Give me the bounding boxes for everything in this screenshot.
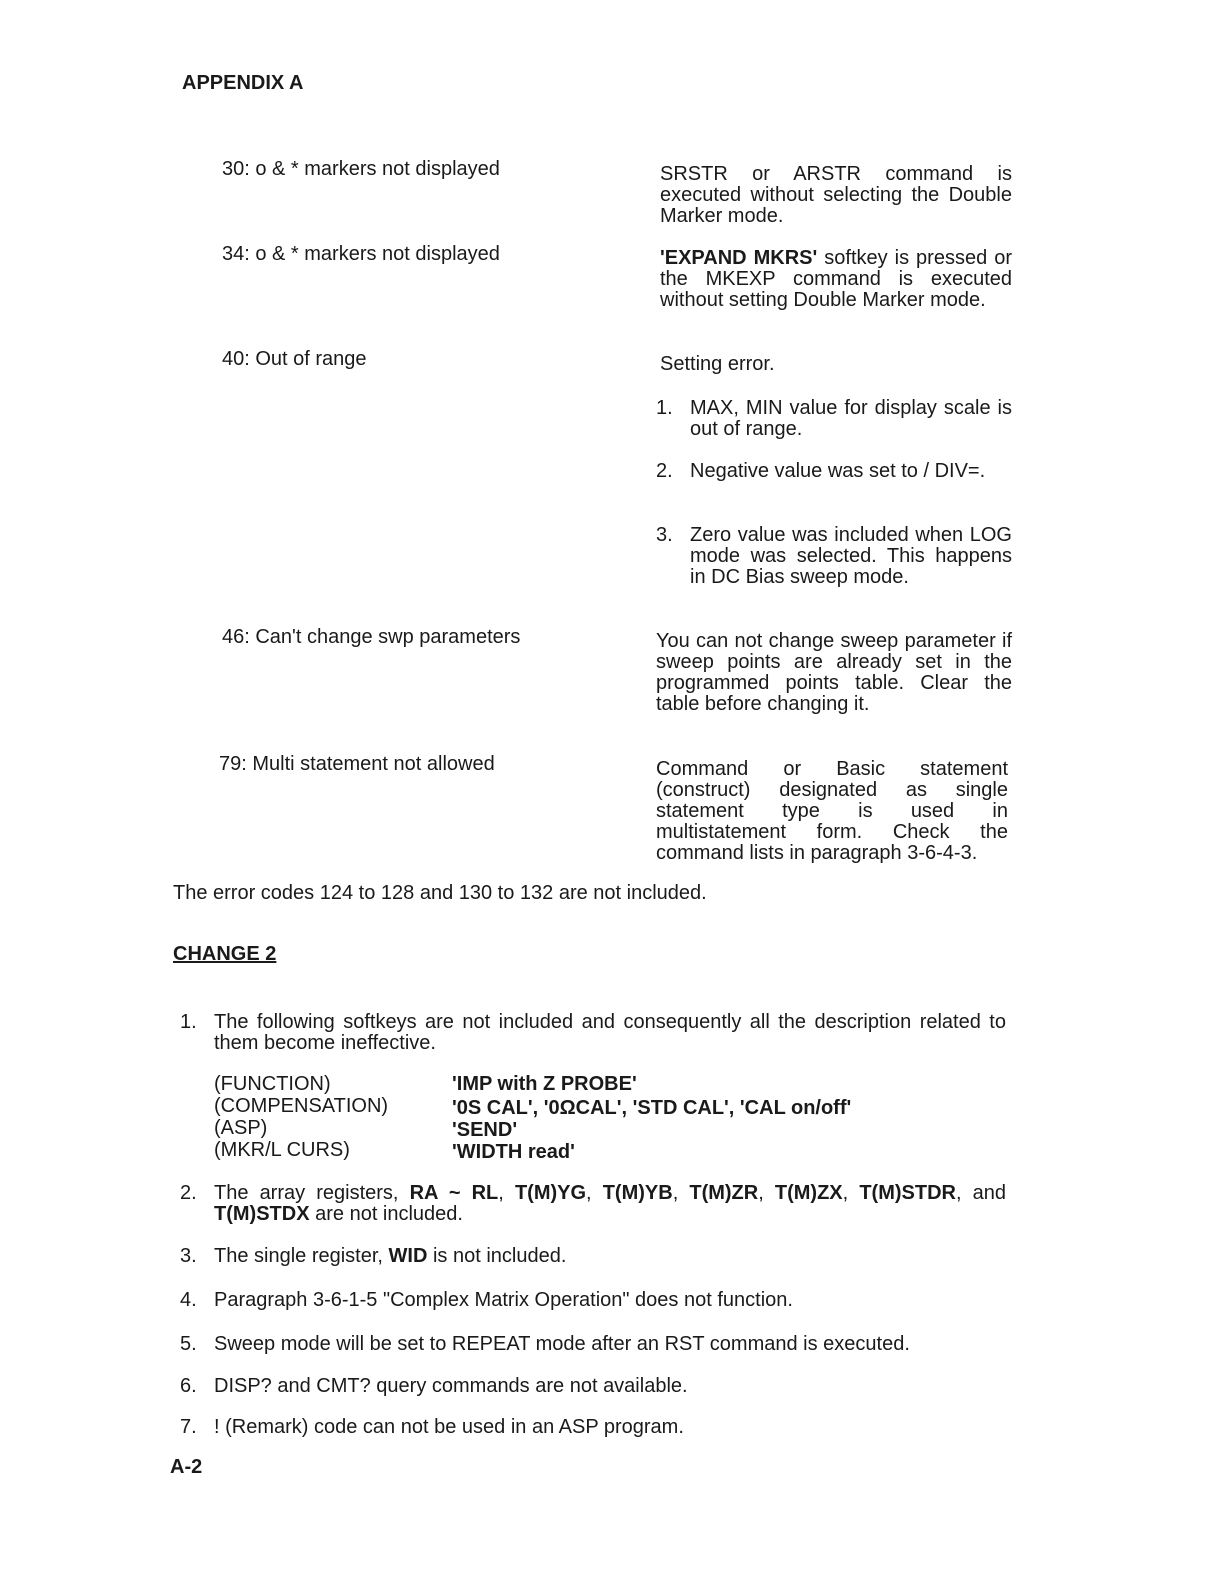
item-text: The following softkeys are not included and consequently all the description related to them become ineffective. (214, 1011, 1006, 1054)
error-desc-34-text: softkey is pressed or the MKEXP command is executed without setting Double Marker mode. (660, 247, 1012, 311)
change-item (180, 1334, 1006, 1355)
error-code-34: 34: o & * markers not displayed (222, 243, 500, 265)
error-desc-34 (660, 248, 1012, 311)
item-text: Paragraph 3-6-1-5 "Complex Matrix Operation" does not function. (214, 1289, 793, 1311)
softkey-list: 'IMP with Z PROBE' (452, 1073, 637, 1095)
change-item (180, 1012, 1006, 1054)
error-desc-40: Setting error. (660, 353, 775, 375)
subitem-number: 2. (656, 460, 673, 482)
item-number: 4. (180, 1289, 197, 1311)
subitem-text: Negative value was set to / DIV=. (690, 460, 986, 482)
error-desc-79: Command or Basic statement (construct) designated as single statement type is used in multistatement form. Check the command lists in paragraph 3-6-4-3. (656, 758, 1008, 864)
subitem-text: MAX, MIN value for display scale is out of range. (690, 397, 1012, 440)
page-number: A-2 (170, 1456, 203, 1478)
error-40-subitem (656, 398, 1012, 440)
subitem-number: 1. (656, 397, 673, 419)
change-item (180, 1246, 1006, 1267)
page-header: APPENDIX A (182, 72, 304, 94)
change-item (180, 1290, 1006, 1311)
error-desc-30: SRSTR or ARSTR command is executed without selecting the Double Marker mode. (660, 163, 1012, 227)
item-text: The single register, WID is not included. (214, 1245, 567, 1267)
error-40-subitem (656, 461, 1012, 482)
change-item (180, 1183, 1006, 1225)
item-text: DISP? and CMT? query commands are not available. (214, 1375, 688, 1397)
subitem-number: 3. (656, 524, 673, 546)
softkey-name: 'EXPAND MKRS' (660, 247, 818, 269)
error-codes-note: The error codes 124 to 128 and 130 to 132 are not included. (173, 882, 707, 904)
softkey-list: 'SEND' (452, 1119, 518, 1141)
subitem-text: Zero value was included when LOG mode was selected. This happens in DC Bias sweep mode. (690, 524, 1012, 588)
change-2-heading: CHANGE 2 (173, 943, 277, 965)
item-number: 3. (180, 1245, 197, 1267)
change-item (180, 1376, 1006, 1397)
error-desc-46: You can not change sweep parameter if sweep points are already set in the programmed points table. Clear the table before changing it. (656, 630, 1012, 715)
item-text: The array registers, RA ~ RL, T(M)YG, T(M)YB, T(M)ZR, T(M)ZX, T(M)STDR, and T(M)STDX are not included. (214, 1182, 1006, 1225)
softkey-category: (ASP) (214, 1117, 268, 1139)
item-text: Sweep mode will be set to REPEAT mode after an RST command is executed. (214, 1333, 910, 1355)
item-number: 7. (180, 1416, 197, 1438)
softkey-list: 'WIDTH read' (452, 1141, 575, 1163)
error-code-40: 40: Out of range (222, 348, 367, 370)
softkey-category: (FUNCTION) (214, 1073, 331, 1095)
error-code-79: 79: Multi statement not allowed (219, 753, 495, 775)
change-item (180, 1417, 1006, 1438)
item-text: ! (Remark) code can not be used in an ASP program. (214, 1416, 684, 1438)
item-number: 5. (180, 1333, 197, 1355)
softkey-category: (COMPENSATION) (214, 1095, 389, 1117)
softkey-list: '0S CAL', '0ΩCAL', 'STD CAL', 'CAL on/off' (452, 1097, 852, 1119)
item-number: 2. (180, 1182, 197, 1204)
error-code-30: 30: o & * markers not displayed (222, 158, 500, 180)
item-number: 6. (180, 1375, 197, 1397)
error-40-subitem (656, 525, 1012, 588)
softkey-category: (MKR/L CURS) (214, 1139, 350, 1161)
item-number: 1. (180, 1011, 197, 1033)
error-code-46: 46: Can't change swp parameters (222, 626, 521, 648)
